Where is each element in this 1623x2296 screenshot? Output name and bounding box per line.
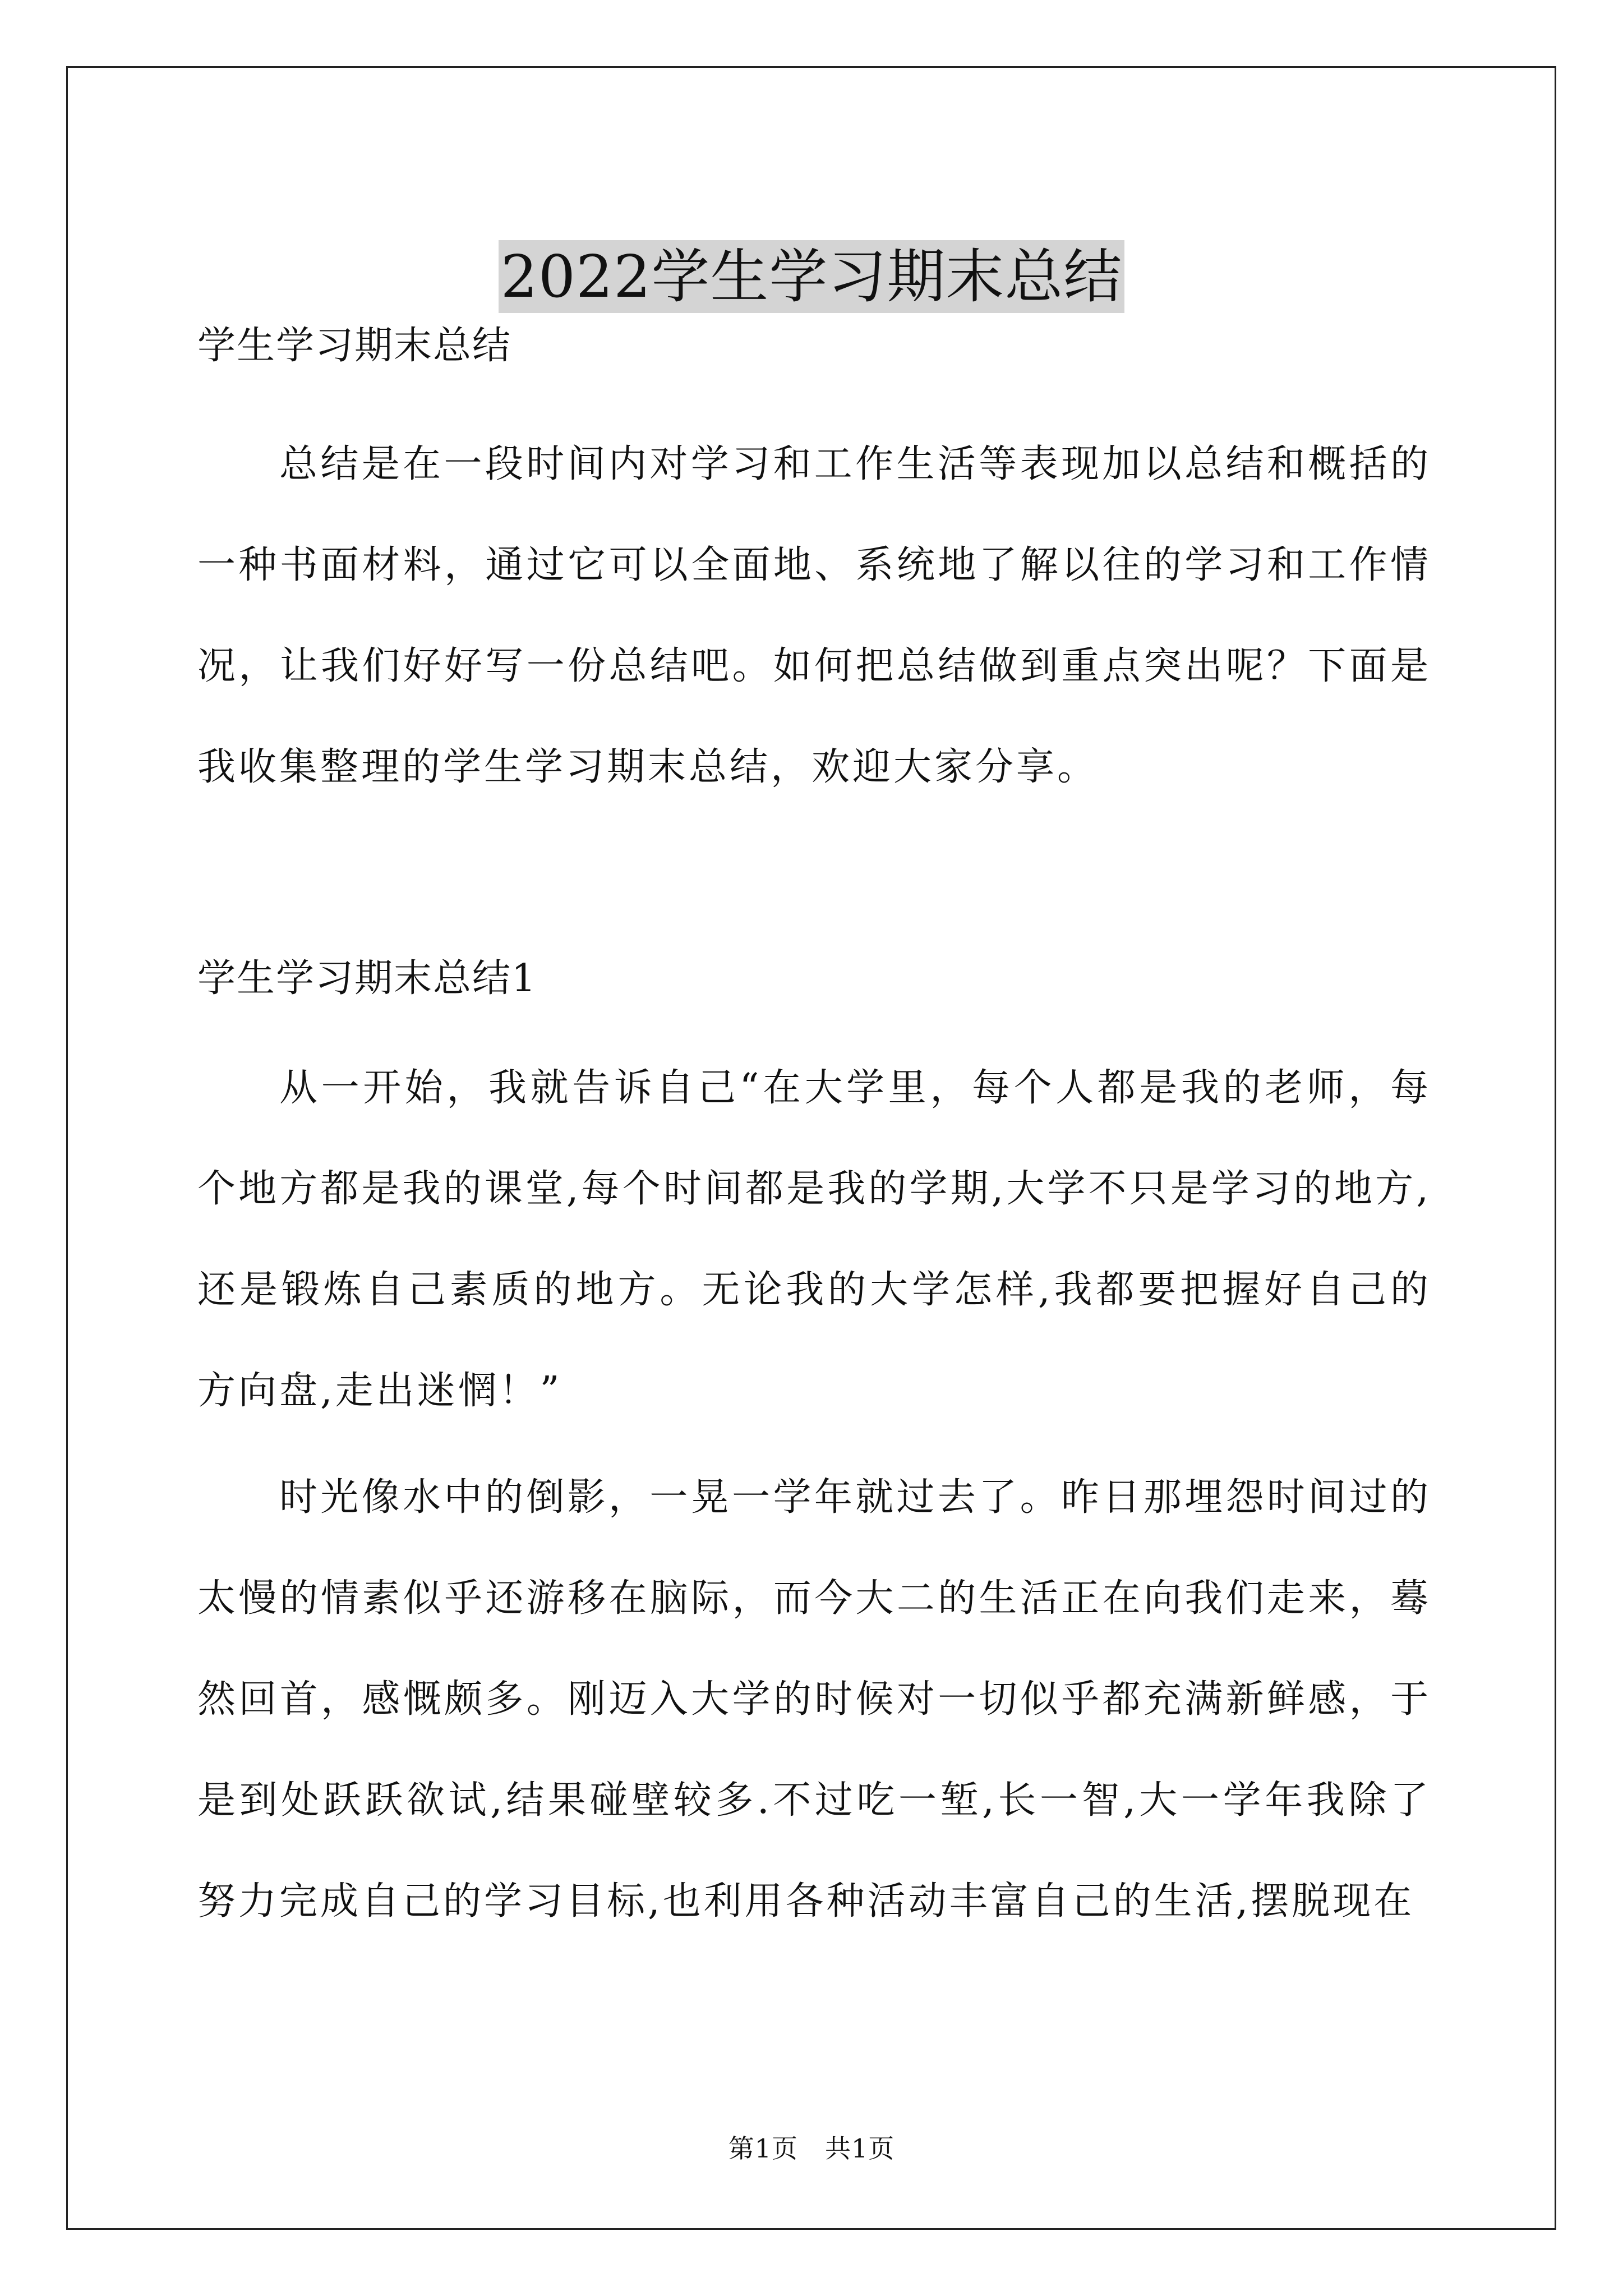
document-body	[197, 314, 1431, 1952]
section-paragraph: 时光像水中的倒影，一晃一学年就过去了。昨日那埋怨时间过的太慢的情素似乎还游移在脑际，而今大二的生活正在向我们走来，蓦然回首，感慨颇多。刚迈入大学的时候对一切似乎都充满新鲜感，于是到处跃跃欲试,结果碰壁较多.不过吃一堑,长一智,大一学年我除了努力完成自己的学习目标,也利用各种活动丰富自己的生活,摆脱现在	[197, 1475, 1431, 1924]
page-number: 第1页	[728, 2133, 798, 2164]
section-paragraph: 从一开始，我就告诉自己“在大学里，每个人都是我的老师，每个地方都是我的课堂,每个时间都是我的学期,大学不只是学习的地方,还是锻炼自己素质的地方。无论我的大学怎样,我都要把握好自己的方向盘,走出迷惘！”	[197, 1066, 1431, 1413]
intro-heading: 学生学习期末总结	[197, 324, 512, 368]
intro-paragraph: 总结是在一段时间内对学习和工作生活等表现加以总结和概括的一种书面材料，通过它可以全面地、系统地了解以往的学习和工作情况，让我们好好写一份总结吧。如何把总结做到重点突出呢？下面是我收集整理的学生学习期末总结，欢迎大家分享。	[197, 442, 1431, 789]
section-heading: 学生学习期末总结1	[197, 956, 537, 1001]
page-total: 共1页	[825, 2133, 895, 2164]
page-footer	[0, 2132, 1623, 2165]
document-title: 2022学生学习期末总结	[499, 240, 1125, 313]
